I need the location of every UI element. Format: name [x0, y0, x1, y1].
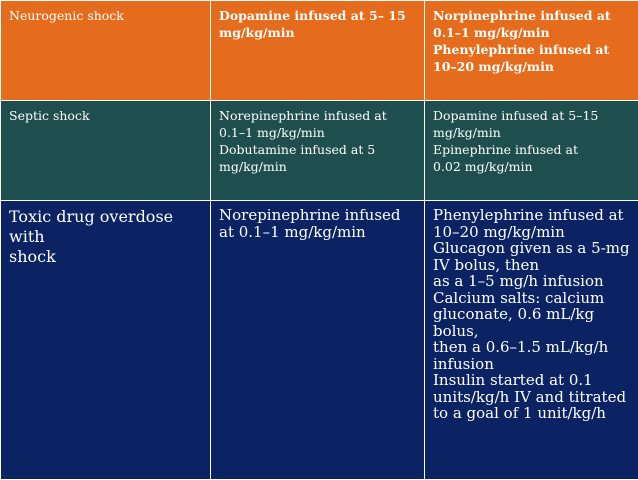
cell-treatment-a-neurogenic-shock: Dopamine infused at 5– 15 mg/kg/min — [211, 1, 425, 101]
table-row-neurogenic-shock — [1, 1, 638, 101]
cell-treatment-a-toxic-drug-overdose: Norepinephrine infused at 0.1–1 mg/kg/min — [211, 201, 425, 480]
cell-treatment-b-septic-shock: Dopamine infused at 5–15 mg/kg/min Epinephrine infused at 0.02 mg/kg/min — [425, 101, 638, 201]
cell-condition-toxic-drug-overdose: Toxic drug overdose with shock — [1, 201, 211, 480]
cell-condition-neurogenic-shock: Neurogenic shock — [1, 1, 211, 101]
cell-treatment-b-neurogenic-shock: Norpinephrine infused at 0.1–1 mg/kg/min Phenylephrine infused at 10–20 mg/kg/min — [425, 1, 638, 101]
table-row-septic-shock — [1, 101, 638, 201]
table-row-toxic-drug-overdose — [1, 201, 638, 480]
cell-condition-septic-shock: Septic shock — [1, 101, 211, 201]
cell-treatment-a-septic-shock: Norepinephrine infused at 0.1–1 mg/kg/min Dobutamine infused at 5 mg/kg/min — [211, 101, 425, 201]
cell-treatment-b-toxic-drug-overdose: Phenylephrine infused at 10–20 mg/kg/min Glucagon given as a 5-mg IV bolus, then as a 1–5 mg/h infusion Calcium salts: calcium gluconate, 0.6 mL/kg bolus, then a 0.6–1.5 mL/kg/h infusion Insulin started at 0.1 units/kg/h IV and titrated to a goal of 1 unit/kg/h — [425, 201, 638, 480]
